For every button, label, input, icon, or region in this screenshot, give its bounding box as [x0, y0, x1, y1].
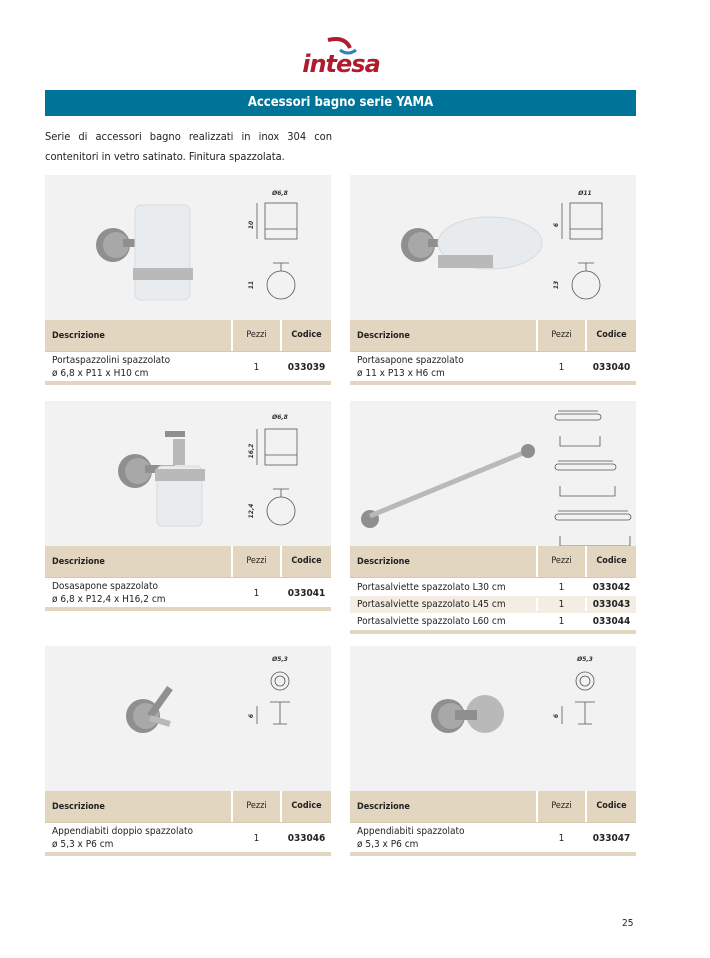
table-row [45, 579, 331, 607]
dim-diameter: Ø6,8 [272, 414, 288, 421]
product-photo-and-drawing [350, 175, 636, 320]
dim-depth: 12,4 [248, 503, 255, 519]
product-image [45, 646, 331, 791]
header-pieces: Pezzi [536, 320, 585, 351]
header-code: Codice [585, 546, 636, 577]
table-header [350, 320, 636, 352]
product-description: Portaspazzolini spazzolato [52, 355, 171, 366]
product-dimensions: ø 5,3 x P6 cm [357, 839, 419, 850]
product-code: 033039 [280, 361, 331, 374]
product-photo-and-drawing [45, 401, 331, 546]
product-card [45, 646, 331, 856]
product-description: Portasalviette spazzolato L45 cm [357, 599, 506, 610]
product-image [350, 646, 636, 791]
dim-depth: 11 [248, 280, 255, 290]
table-row [350, 596, 636, 613]
header-code: Codice [280, 791, 331, 822]
header-code: Codice [585, 791, 636, 822]
table-header [45, 791, 331, 823]
product-card [45, 175, 331, 385]
header-pieces: Pezzi [536, 546, 585, 577]
header-code: Codice [585, 320, 636, 351]
header-pieces: Pezzi [536, 791, 585, 822]
product-card [350, 646, 636, 856]
product-code: 033046 [280, 832, 331, 845]
product-description: Dosasapone spazzolato [52, 581, 159, 592]
dim-diameter: Ø6,8 [272, 190, 288, 197]
header-code: Codice [280, 546, 331, 577]
table-row [45, 353, 331, 381]
product-photo-and-drawing [45, 646, 331, 791]
product-image [45, 401, 331, 546]
table-row [350, 824, 636, 852]
intesa-logo [300, 36, 382, 80]
table-header [350, 546, 636, 578]
product-dimensions: ø 6,8 x P11 x H10 cm [52, 368, 149, 379]
table-row [350, 613, 636, 630]
product-description: Portasapone spazzolato [357, 355, 464, 366]
dim-height: 6 [553, 713, 560, 719]
dim-diameter: Ø11 [578, 190, 592, 197]
header-pieces: Pezzi [231, 791, 280, 822]
product-description: Portasalviette spazzolato L60 cm [357, 616, 506, 627]
intro-text: Serie di accessori bagno realizzati in inox 304 con contenitori in vetro satinato. Finitura spazzolata. [45, 130, 332, 163]
header-code: Codice [280, 320, 331, 351]
logo-text: intesa [302, 50, 380, 78]
product-description: Appendiabiti doppio spazzolato [52, 826, 194, 837]
dim-height: 16,2 [248, 443, 255, 459]
table-header [45, 546, 331, 578]
table-row [45, 824, 331, 852]
product-photo-and-drawing [350, 646, 636, 791]
product-photo-and-drawing [45, 175, 331, 320]
product-image [45, 175, 331, 320]
dim-diameter: Ø5,3 [272, 656, 288, 663]
product-pieces: 1 [536, 832, 585, 845]
header-description: Descrizione [52, 330, 105, 341]
header-pieces: Pezzi [231, 320, 280, 351]
table-row [350, 353, 636, 381]
product-code: 033040 [585, 361, 636, 374]
product-code: 033043 [585, 598, 636, 611]
product-image [350, 175, 636, 320]
product-pieces: 1 [536, 615, 585, 628]
product-pieces: 1 [536, 581, 585, 594]
dim-depth: 13 [553, 280, 560, 290]
product-code: 033041 [280, 587, 331, 600]
header-description: Descrizione [357, 556, 410, 567]
product-description: Appendiabiti spazzolato [357, 826, 465, 837]
product-pieces: 1 [231, 587, 280, 600]
product-dimensions: ø 11 x P13 x H6 cm [357, 368, 445, 379]
product-pieces: 1 [536, 361, 585, 374]
product-code: 033044 [585, 615, 636, 628]
product-pieces: 1 [231, 361, 280, 374]
product-card [350, 401, 636, 634]
product-pieces: 1 [231, 832, 280, 845]
product-card [45, 401, 331, 611]
product-code: 033047 [585, 832, 636, 845]
product-code: 033042 [585, 581, 636, 594]
section-banner: Accessori bagno serie YAMA [45, 90, 636, 116]
product-dimensions: ø 6,8 x P12,4 x H16,2 cm [52, 594, 166, 605]
header-description: Descrizione [357, 801, 410, 812]
product-card [350, 175, 636, 385]
product-photo-and-drawing [350, 401, 636, 546]
product-dimensions: ø 5,3 x P6 cm [52, 839, 114, 850]
product-image [350, 401, 636, 546]
product-description: Portasalviette spazzolato L30 cm [357, 582, 506, 593]
dim-diameter: Ø5,3 [577, 656, 593, 663]
header-pieces: Pezzi [231, 546, 280, 577]
dim-height: 6 [248, 713, 255, 719]
header-description: Descrizione [357, 330, 410, 341]
header-description: Descrizione [52, 801, 105, 812]
page-number: 25 [622, 918, 634, 929]
table-header [350, 791, 636, 823]
table-row [350, 579, 636, 596]
dim-height: 10 [248, 220, 255, 230]
dim-height: 6 [553, 222, 560, 228]
header-description: Descrizione [52, 556, 105, 567]
product-pieces: 1 [536, 598, 585, 611]
table-header [45, 320, 331, 352]
